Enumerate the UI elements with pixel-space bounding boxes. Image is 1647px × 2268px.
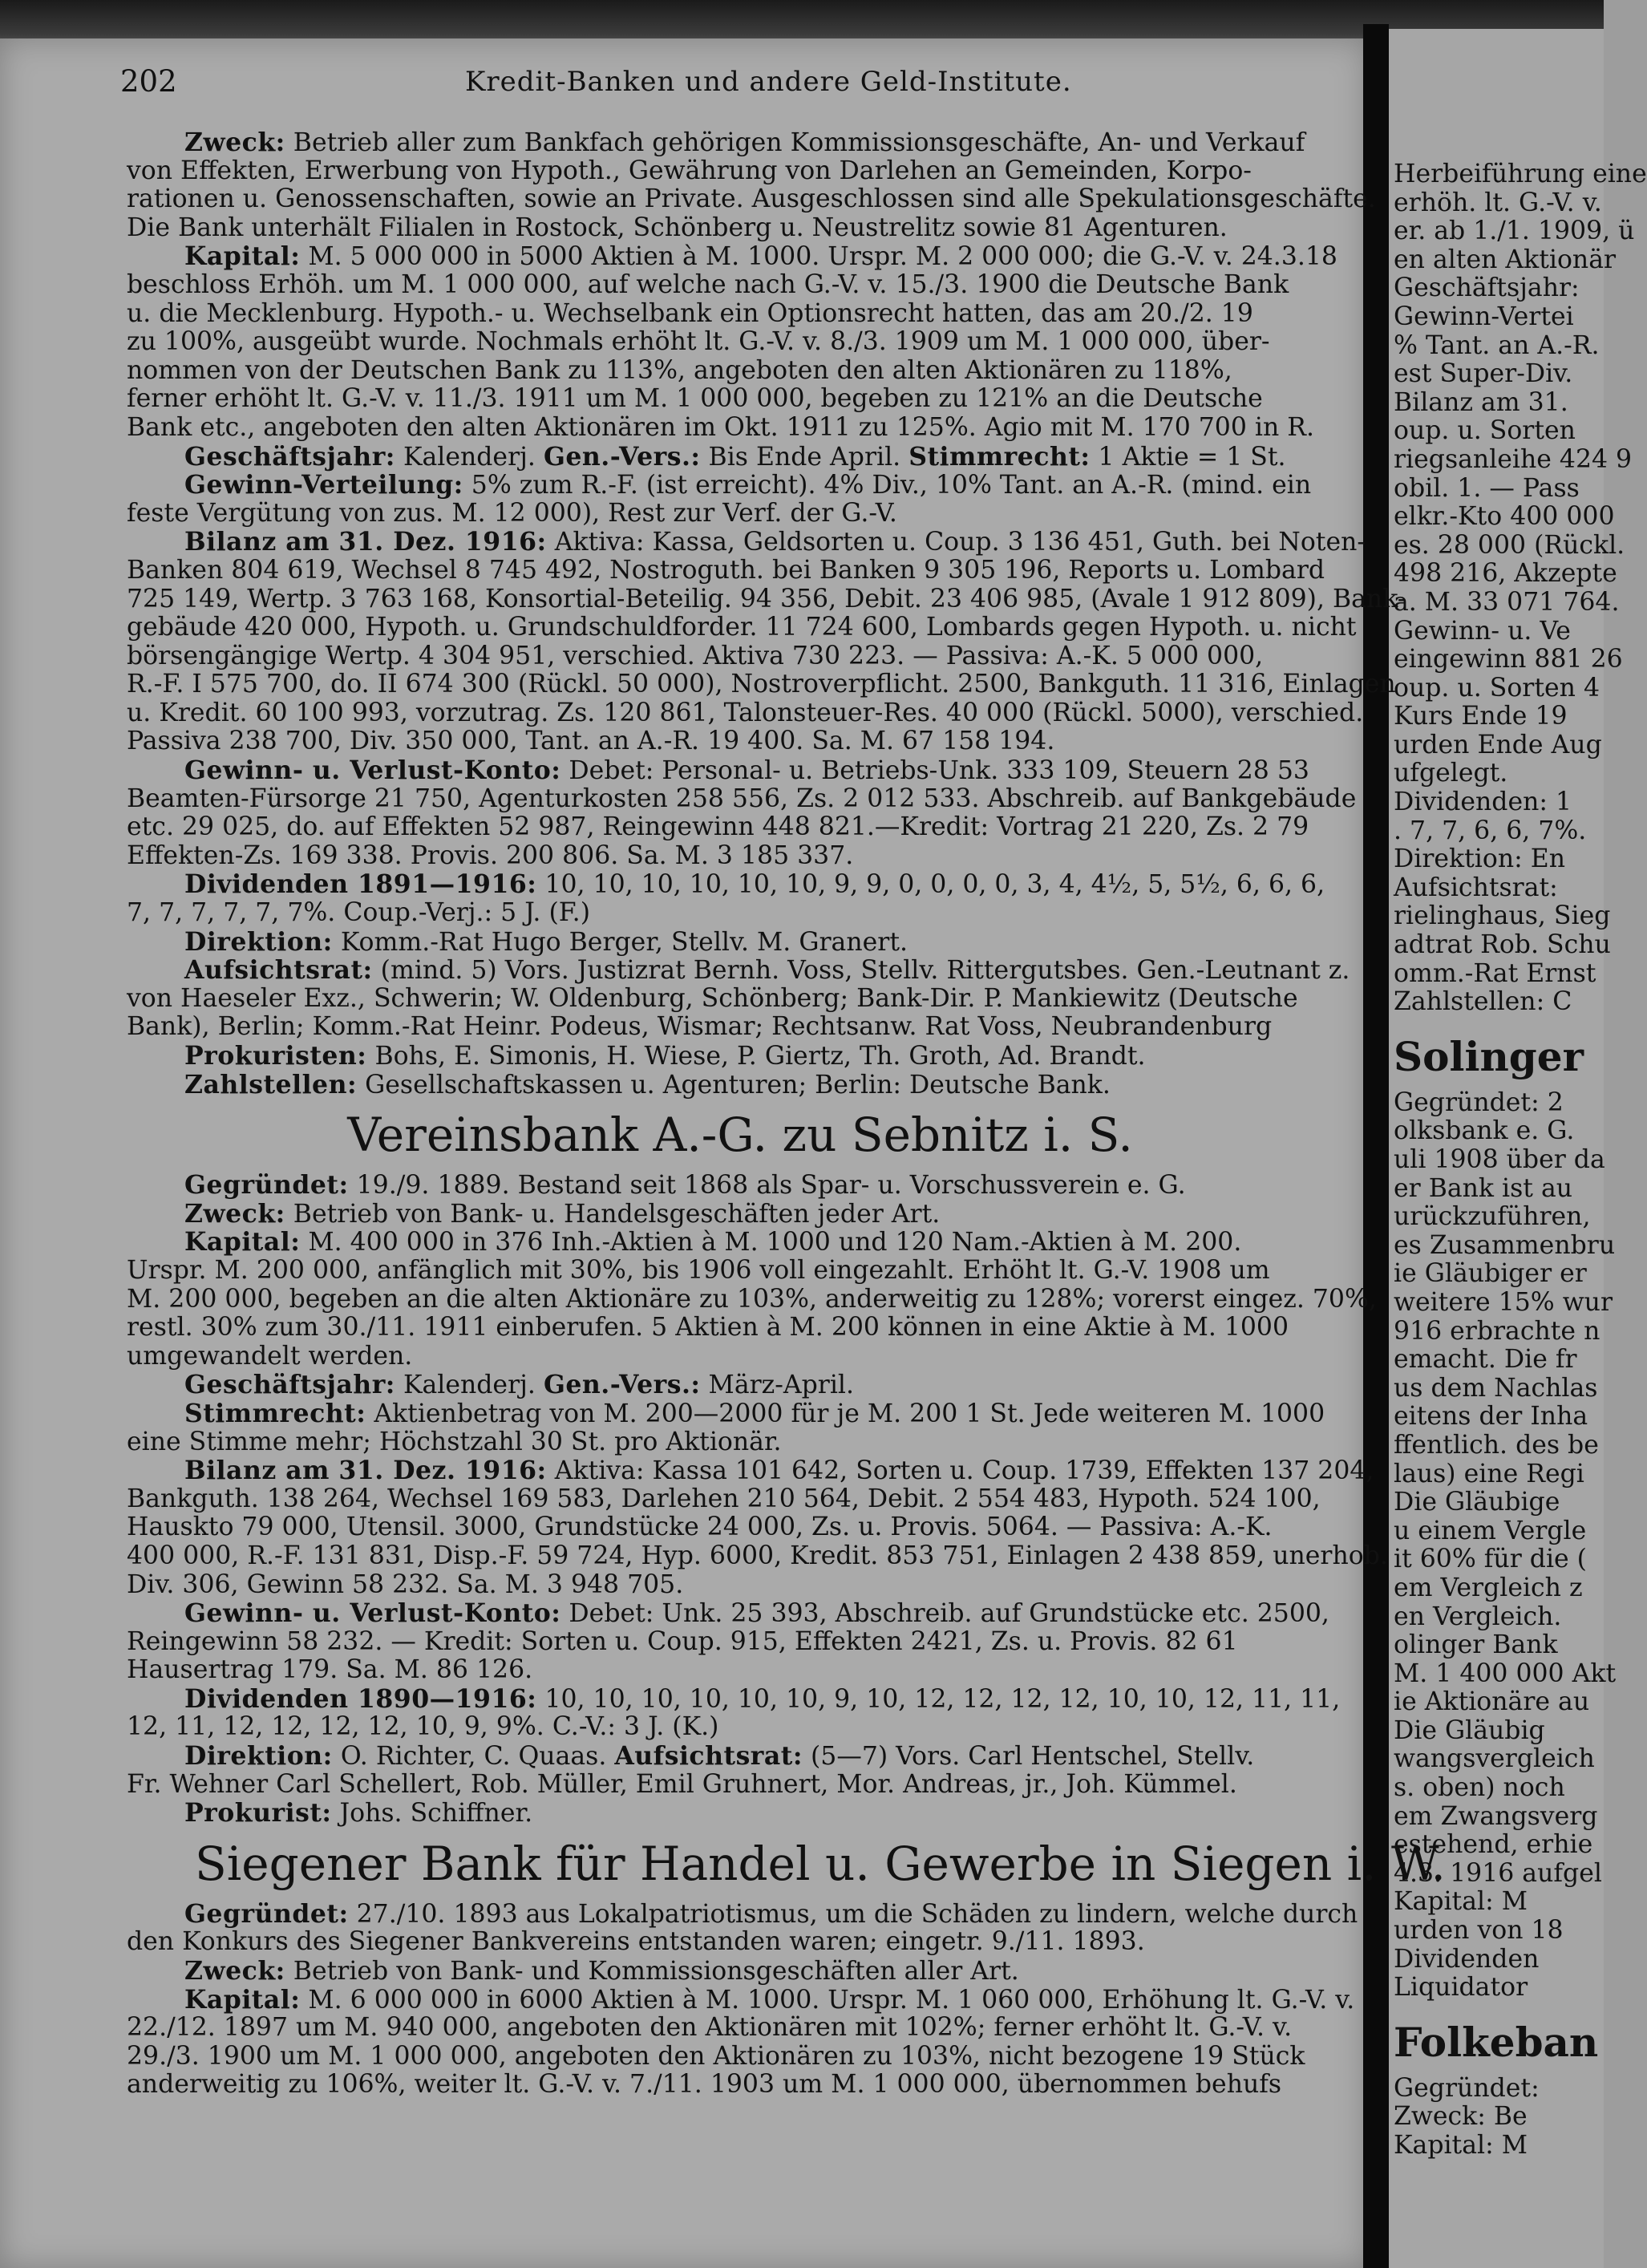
field-label: Kapital: bbox=[184, 1984, 301, 2015]
section-title-solinger: Solinger bbox=[1394, 1032, 1584, 1080]
field-text: Debet: Personal- u. Betriebs-Unk. 333 109, Steuern 28 53 bbox=[560, 756, 1309, 786]
mecklenburg-entry-line bbox=[127, 527, 1366, 557]
siegener-entry-line bbox=[127, 2071, 1354, 2100]
right-fragment-line: ie Gläubiger er bbox=[1394, 1259, 1587, 1289]
field-text: Aktiva: Kassa, Geldsorten u. Coup. 3 136 451, Guth. bei Noten- bbox=[546, 528, 1366, 557]
field-text: M. 200 000, begeben an die alten Aktionäre zu 103%, anderweitig zu 128%; vorerst eingez. 70%, bbox=[127, 1284, 1377, 1314]
field-label: Dividenden 1890—1916: bbox=[184, 1683, 537, 1714]
mecklenburg-entry-line bbox=[127, 443, 1354, 472]
right-fragment-line: Liquidator bbox=[1394, 1973, 1528, 2003]
vereinsbank-entry-line bbox=[127, 1485, 1354, 1514]
field-text: umgewandelt werden. bbox=[127, 1341, 413, 1371]
field-text: 29./3. 1900 um M. 1 000 000, angeboten den Aktionären zu 103%, nicht bezogene 19 Stück bbox=[127, 2041, 1305, 2071]
field-text: Beamten-Fürsorge 21 750, Agenturkosten 258 556, Zs. 2 012 533. Abschreib. auf Bankgebäude bbox=[127, 784, 1357, 813]
mecklenburg-entry-line bbox=[127, 328, 1354, 357]
right-fragment-line: urden Ende Aug bbox=[1394, 730, 1602, 759]
field-text: Hausertrag 179. Sa. M. 86 126. bbox=[127, 1655, 533, 1685]
mecklenburg-entry-line bbox=[127, 613, 1357, 642]
field-text: Urspr. M. 200 000, anfänglich mit 30%, bis 1906 voll eingezahlt. Erhöht lt. G.-V. 1908 um bbox=[127, 1255, 1270, 1285]
right-fragment-line: M. 1 400 000 Akt bbox=[1394, 1658, 1617, 1688]
field-text: Hauskto 79 000, Utensil. 3000, Grundstücke 24 000, Zs. u. Provis. 5064. — Passiva: A.-K. bbox=[127, 1513, 1273, 1542]
mecklenburg-entry-line bbox=[127, 385, 1354, 414]
field-text: Aktiva: Kassa 101 642, Sorten u. Coup. 1739, Effekten 137 204, bbox=[546, 1456, 1374, 1486]
field-label: Gegründet: bbox=[184, 1898, 349, 1929]
field-label: Prokurist: bbox=[184, 1798, 332, 1829]
field-text: Aktienbetrag von M. 200—2000 für je M. 200 1 St. Jede weiteren M. 1000 bbox=[366, 1399, 1325, 1428]
page-number: 202 bbox=[120, 64, 177, 99]
mecklenburg-entry-line bbox=[127, 870, 1354, 899]
mecklenburg-entry-line bbox=[127, 842, 1354, 871]
field-text: 400 000, R.-F. 131 831, Disp.-F. 59 724, Hyp. 6000, Kredit. 853 751, Einlagen 2 438 859, unerhob. bbox=[127, 1541, 1388, 1570]
vereinsbank-entry-line bbox=[127, 1456, 1374, 1486]
right-fragment-line: Herbeiführung eine bbox=[1394, 160, 1647, 188]
right-fragment-line: Bilanz am 31. bbox=[1394, 387, 1568, 417]
right-fragment-line: Dividenden: 1 bbox=[1394, 788, 1572, 817]
field-label: Gegründet: bbox=[184, 1170, 349, 1201]
field-text: Effekten-Zs. 169 338. Provis. 200 806. Sa. M. 3 185 337. bbox=[127, 840, 854, 870]
field-text: u. die Mecklenburg. Hypoth.- u. Wechselbank ein Optionsrecht hatten, das am 20./2. 19 bbox=[127, 298, 1253, 328]
field-text: 10, 10, 10, 10, 10, 10, 9, 9, 0, 0, 0, 0, 3, 4, 4½, 5, 5½, 6, 6, 6, bbox=[536, 870, 1325, 900]
right-fragment-line: adtrat Rob. Schu bbox=[1394, 930, 1611, 960]
mecklenburg-entry-line bbox=[127, 471, 1354, 500]
right-fragment-line: Die Gläubige bbox=[1394, 1488, 1560, 1517]
field-text: Komm.-Rat Hugo Berger, Stellv. M. Granert. bbox=[332, 927, 908, 957]
mecklenburg-entry-line bbox=[127, 756, 1354, 785]
right-fragment-line: eitens der Inha bbox=[1394, 1402, 1588, 1432]
field-text: Betrieb aller zum Bankfach gehörigen Kommissionsgeschäfte, An- und Verkauf bbox=[285, 128, 1305, 157]
field-label: Zweck: bbox=[184, 1956, 285, 1987]
field-text: März-April. bbox=[700, 1371, 855, 1400]
mecklenburg-entry-line bbox=[127, 271, 1354, 300]
field-text: 10, 10, 10, 10, 10, 10, 9, 10, 12, 12, 12, 12, 10, 10, 12, 11, 11, bbox=[536, 1684, 1341, 1714]
field-text: 725 149, Wertp. 3 763 168, Konsortial-Beteilig. 94 356, Debit. 23 406 985, (Avale 1 912 809), Bank- bbox=[127, 584, 1406, 614]
field-text: R.-F. I 575 700, do. II 674 300 (Rückl. 50 000), Nostroverpflicht. 2500, Bankguth. 11 316, Einlagen bbox=[127, 670, 1396, 699]
field-text: Betrieb von Bank- und Kommissionsgeschäften aller Art. bbox=[285, 1957, 1019, 1987]
vereinsbank-entry-line bbox=[127, 1541, 1388, 1571]
right-fragment-line: oup. u. Sorten 4 bbox=[1394, 673, 1600, 703]
right-fragment-line: u einem Vergle bbox=[1394, 1516, 1587, 1545]
right-fragment-line: laus) eine Regi bbox=[1394, 1459, 1584, 1488]
field-text: M. 400 000 in 376 Inh.-Aktien à M. 1000 und 120 Nam.-Aktien à M. 200. bbox=[300, 1228, 1242, 1258]
right-fragment-line: Die Gläubig bbox=[1394, 1715, 1545, 1745]
right-fragment-line: obil. 1. — Pass bbox=[1394, 473, 1580, 503]
field-label: Prokuristen: bbox=[184, 1041, 367, 1071]
mecklenburg-entry-line bbox=[127, 1042, 1354, 1071]
right-fragment-line: ie Aktionäre au bbox=[1394, 1687, 1590, 1717]
field-label: Geschäftsjahr: bbox=[184, 1370, 395, 1400]
vereinsbank-entry-line bbox=[127, 1799, 1354, 1828]
right-fragment-line: urden von 18 bbox=[1394, 1916, 1564, 1946]
right-fragment-line: . 7, 7, 6, 6, 7%. bbox=[1394, 816, 1587, 845]
vereinsbank-entry-line bbox=[127, 1257, 1354, 1286]
mecklenburg-entry-line bbox=[127, 670, 1396, 699]
right-fragment-line: Aufsichtsrat: bbox=[1394, 873, 1558, 902]
mecklenburg-entry-line bbox=[127, 414, 1354, 443]
vereinsbank-entry-line bbox=[127, 1628, 1354, 1657]
field-text: Passiva 238 700, Div. 350 000, Tant. an A.-R. 19 400. Sa. M. 67 158 194. bbox=[127, 727, 1055, 756]
page-header bbox=[120, 64, 1323, 112]
mecklenburg-entry-line bbox=[127, 300, 1354, 329]
field-label: Gewinn- u. Verlust-Konto: bbox=[184, 755, 561, 786]
field-text: etc. 29 025, do. auf Effekten 52 987, Reingewinn 448 821.—Kredit: Vortrag 21 220, Zs. 2 79 bbox=[127, 812, 1309, 842]
right-fragment-line: Zweck: Be bbox=[1394, 2102, 1528, 2132]
right-fragment-line: em Vergleich z bbox=[1394, 1573, 1583, 1602]
right-fragment-line: % Tant. an A.-R. bbox=[1394, 330, 1600, 360]
section-title-folkebank: Folkeban bbox=[1394, 2018, 1599, 2066]
vereinsbank-entry-line bbox=[127, 1284, 1377, 1314]
section-title-vereinsbank-sebnitz: Vereinsbank A.-G. zu Sebnitz i. S. bbox=[347, 1108, 1133, 1163]
section-title-siegener-bank: Siegener Bank für Handel u. Gewerbe in Siegen i. W. bbox=[195, 1836, 1446, 1891]
mecklenburg-entry-line bbox=[127, 928, 1354, 957]
right-fragment-line: omm.-Rat Ernst bbox=[1394, 958, 1596, 988]
right-fragment-line: riegsanleihe 424 9 bbox=[1394, 444, 1633, 474]
mecklenburg-entry-line bbox=[127, 899, 1354, 928]
field-text: 7, 7, 7, 7, 7, 7%. Coup.-Verj.: 5 J. (F.) bbox=[127, 898, 590, 928]
right-fragment-line: en Vergleich. bbox=[1394, 1602, 1562, 1631]
mecklenburg-entry-line bbox=[127, 357, 1354, 386]
right-fragment-line: en alten Aktionär bbox=[1394, 245, 1617, 274]
field-text: Fr. Wehner Carl Schellert, Rob. Müller, Emil Gruhnert, Mor. Andreas, jr., Joh. Kümmel. bbox=[127, 1769, 1237, 1799]
right-fragment-line: Dividenden bbox=[1394, 1944, 1540, 1974]
field-label: Kapital: bbox=[184, 1227, 301, 1258]
right-fragment-line: Kurs Ende 19 bbox=[1394, 702, 1568, 731]
field-text: 12, 11, 12, 12, 12, 12, 10, 9, 9%. C.-V.: 3 J. (K.) bbox=[127, 1712, 719, 1742]
field-text: den Konkurs des Siegener Bankvereins entstanden waren; eingetr. 9./11. 1893. bbox=[127, 1927, 1145, 1957]
vereinsbank-entry-line bbox=[127, 1314, 1354, 1343]
right-fragment-line: olinger Bank bbox=[1394, 1630, 1558, 1660]
field-text: (mind. 5) Vors. Justizrat Bernh. Voss, Stellv. Rittergutsbes. Gen.-Leutnant z. bbox=[372, 956, 1350, 986]
field-label: Gen.-Vers.: bbox=[543, 441, 701, 472]
vereinsbank-entry-line bbox=[127, 1228, 1354, 1257]
right-fragment-line: er. ab 1./1. 1909, ü bbox=[1394, 217, 1635, 246]
right-fragment-line: Gewinn-Vertei bbox=[1394, 302, 1574, 331]
siegener-entry-line bbox=[127, 1957, 1354, 1986]
mecklenburg-entry-line bbox=[127, 956, 1354, 985]
field-text: 19./9. 1889. Bestand seit 1868 als Spar- u. Vorschussverein e. G. bbox=[348, 1171, 1186, 1201]
right-fragment-line: rielinghaus, Sieg bbox=[1394, 901, 1611, 931]
field-label: Dividenden 1891—1916: bbox=[184, 869, 537, 900]
vereinsbank-entry-line bbox=[127, 1656, 1354, 1685]
field-text: anderweitig zu 106%, weiter lt. G.-V. v. 7./11. 1903 um M. 1 000 000, übernommen behufs bbox=[127, 2070, 1282, 2100]
right-fragment-line: urückzuführen, bbox=[1394, 1202, 1591, 1232]
vereinsbank-entry-line bbox=[127, 1371, 1354, 1399]
mecklenburg-entry-line bbox=[127, 698, 1364, 728]
mecklenburg-entry-line bbox=[127, 500, 1354, 529]
field-label: Gen.-Vers.: bbox=[543, 1370, 701, 1400]
right-fragment-line: 916 erbrachte n bbox=[1394, 1316, 1600, 1346]
field-text: 1 Aktie = 1 St. bbox=[1090, 442, 1286, 472]
vereinsbank-entry-line bbox=[127, 1771, 1354, 1800]
field-text: Bis Ende April. bbox=[700, 442, 909, 472]
right-fragment-line: estehend, erhie bbox=[1394, 1830, 1593, 1860]
field-label: Bilanz am 31. Dez. 1916: bbox=[184, 527, 547, 557]
right-fragment-line: eingewinn 881 26 bbox=[1394, 645, 1623, 674]
left-text-column bbox=[127, 128, 1446, 2100]
field-text: Banken 804 619, Wechsel 8 745 492, Nostroguth. bei Banken 9 305 196, Reports u. Lombard bbox=[127, 555, 1325, 585]
right-fragment-line: Kapital: M bbox=[1394, 2131, 1528, 2160]
field-text: restl. 30% zum 30./11. 1911 einberufen. 5 Aktien à M. 200 können in eine Aktie à M. 1000 bbox=[127, 1313, 1289, 1343]
field-label: Direktion: bbox=[184, 926, 333, 957]
field-label: Zweck: bbox=[184, 128, 285, 157]
right-fragment-line: ufgelegt. bbox=[1394, 759, 1508, 788]
mecklenburg-entry-line bbox=[127, 727, 1354, 756]
right-fragment-line: olksbank e. G. bbox=[1394, 1116, 1575, 1146]
field-text: zu 100%, ausgeübt wurde. Nochmals erhöht lt. G.-V. v. 8./3. 1909 um M. 1 000 000, über- bbox=[127, 327, 1270, 357]
field-text: 27./10. 1893 aus Lokalpatriotismus, um die Schäden zu lindern, welche durch bbox=[348, 1899, 1358, 1929]
field-text: ferner erhöht lt. G.-V. v. 11./3. 1911 um M. 1 000 000, begeben zu 121% an die Deutsche bbox=[127, 384, 1263, 414]
field-label: Gewinn-Verteilung: bbox=[184, 470, 463, 500]
field-text: Johs. Schiffner. bbox=[331, 1799, 533, 1829]
field-text: Reingewinn 58 232. — Kredit: Sorten u. Coup. 915, Effekten 2421, Zs. u. Provis. 82 61 bbox=[127, 1626, 1238, 1656]
right-fragment-line: it 60% für die ( bbox=[1394, 1545, 1587, 1574]
field-label: Kapital: bbox=[184, 241, 301, 272]
right-fragment-line: Kapital: M bbox=[1394, 1887, 1528, 1917]
right-fragment-line: est Super-Div. bbox=[1394, 359, 1573, 389]
right-fragment-line: ffentlich. des be bbox=[1394, 1430, 1599, 1460]
right-fragment-line: 498 216, Akzepte bbox=[1394, 559, 1617, 589]
right-fragment-line: em Zwangsverg bbox=[1394, 1801, 1598, 1831]
field-text: (5—7) Vors. Carl Hentschel, Stellv. bbox=[803, 1742, 1255, 1772]
right-fragment-line: Direktion: En bbox=[1394, 844, 1566, 874]
field-text: 5% zum R.-F. (ist erreicht). 4% Div., 10% Tant. an A.-R. (mind. ein bbox=[463, 471, 1312, 500]
field-text: gebäude 420 000, Hypoth. u. Grundschuldforder. 11 724 600, Lombards gegen Hypoth. u. nicht bbox=[127, 613, 1357, 642]
field-text: rationen u. Genossenschaften, sowie an Private. Ausgeschlossen sind alle Spekulationsgeschäfte. bbox=[127, 184, 1376, 214]
field-text: feste Vergütung von zus. M. 12 000), Rest zur Verf. der G.-V. bbox=[127, 498, 897, 528]
right-fragment-line: weitere 15% wur bbox=[1394, 1287, 1613, 1317]
right-fragment-line: a. M. 33 071 764. bbox=[1394, 587, 1620, 617]
field-text: M. 6 000 000 in 6000 Aktien à M. 1000. Urspr. M. 1 060 000, Erhöhung lt. G.-V. v. bbox=[300, 1985, 1355, 2015]
right-fragment-line: er Bank ist au bbox=[1394, 1173, 1573, 1203]
vereinsbank-entry-line bbox=[127, 1742, 1354, 1771]
right-fragment-line: es. 28 000 (Rückl. bbox=[1394, 530, 1625, 560]
mecklenburg-entry-line bbox=[127, 242, 1354, 271]
right-text-column bbox=[1394, 160, 1647, 2161]
field-text: M. 5 000 000 in 5000 Aktien à M. 1000. Urspr. M. 2 000 000; die G.-V. v. 24.3.18 bbox=[300, 242, 1337, 272]
mecklenburg-entry-line bbox=[127, 642, 1354, 671]
field-label: Zweck: bbox=[184, 1198, 285, 1229]
page-gutter bbox=[1363, 24, 1389, 2268]
right-fragment-line: us dem Nachlas bbox=[1394, 1373, 1598, 1403]
right-fragment-line: Zahlstellen: C bbox=[1394, 987, 1572, 1017]
vereinsbank-entry-line bbox=[127, 1200, 1354, 1229]
field-text: Bankguth. 138 264, Wechsel 169 583, Darlehen 210 564, Debit. 2 554 483, Hypoth. 524 100, bbox=[127, 1484, 1321, 1513]
field-text: Bohs, E. Simonis, H. Wiese, P. Giertz, Th. Groth, Ad. Brandt. bbox=[366, 1042, 1146, 1071]
vereinsbank-entry-line bbox=[127, 1685, 1354, 1714]
siegener-entry-line bbox=[127, 1986, 1354, 2015]
mecklenburg-entry-line bbox=[127, 985, 1354, 1014]
right-fragment-line: elkr.-Kto 400 000 bbox=[1394, 502, 1615, 532]
mecklenburg-entry-line bbox=[127, 157, 1354, 186]
vereinsbank-entry-line bbox=[127, 1571, 1354, 1600]
field-text: Betrieb von Bank- u. Handelsgeschäften jeder Art. bbox=[285, 1199, 941, 1229]
mecklenburg-entry-line bbox=[127, 557, 1354, 585]
vereinsbank-entry-line bbox=[127, 1428, 1354, 1457]
field-label: Bilanz am 31. Dez. 1916: bbox=[184, 1456, 547, 1486]
right-fragment-line: 4.3. 1916 aufgel bbox=[1394, 1858, 1602, 1888]
vereinsbank-entry-line bbox=[127, 1171, 1354, 1200]
right-fragment-line: es Zusammenbru bbox=[1394, 1230, 1616, 1260]
field-text: O. Richter, C. Quaas. bbox=[332, 1742, 615, 1772]
field-label: Stimmrecht: bbox=[184, 1398, 366, 1428]
field-text: u. Kredit. 60 100 993, vorzutrag. Zs. 120 861, Talonsteuer-Res. 40 000 (Rückl. 5000), verschied. bbox=[127, 698, 1364, 727]
right-fragment-line: Gegründet: 2 bbox=[1394, 1087, 1564, 1117]
field-text: Bank etc., angeboten den alten Aktionären im Okt. 1911 zu 125%. Agio mit M. 170 700 in R. bbox=[127, 412, 1315, 442]
siegener-entry-line bbox=[127, 1898, 1358, 1929]
vereinsbank-entry-line bbox=[127, 1513, 1354, 1542]
field-label: Geschäftsjahr: bbox=[184, 441, 395, 472]
mecklenburg-entry-line bbox=[127, 128, 1354, 157]
mecklenburg-entry-line bbox=[127, 184, 1376, 214]
field-label: Zahlstellen: bbox=[184, 1069, 358, 1100]
siegener-entry-line bbox=[127, 2043, 1354, 2072]
field-text: nommen von der Deutschen Bank zu 113%, angeboten den alten Aktionären zu 118%, bbox=[127, 355, 1232, 385]
right-fragment-line: erhöh. lt. G.-V. v. bbox=[1394, 188, 1602, 217]
vereinsbank-entry-line bbox=[127, 1599, 1354, 1628]
right-fragment-line: emacht. Die fr bbox=[1394, 1345, 1577, 1375]
vereinsbank-entry-line bbox=[127, 1343, 1354, 1371]
field-text: Div. 306, Gewinn 58 232. Sa. M. 3 948 705. bbox=[127, 1569, 684, 1599]
running-head: Kredit-Banken und andere Geld-Institute. bbox=[465, 66, 1072, 98]
mecklenburg-entry-line bbox=[127, 784, 1357, 814]
siegener-entry-line bbox=[127, 1928, 1354, 1957]
field-text: börsengängige Wertp. 4 304 951, verschied. Aktiva 730 223. — Passiva: A.-K. 5 000 000, bbox=[127, 641, 1264, 670]
field-label: Direktion: bbox=[184, 1741, 333, 1772]
field-text: Debet: Unk. 25 393, Abschreib. auf Grundstücke etc. 2500, bbox=[560, 1599, 1329, 1629]
siegener-entry-line bbox=[127, 2014, 1354, 2043]
field-text: Gesellschaftskassen u. Agenturen; Berlin: Deutsche Bank. bbox=[357, 1070, 1111, 1100]
field-text: von Haeseler Exz., Schwerin; W. Oldenburg, Schönberg; Bank-Dir. P. Mankiewitz (Deutsche bbox=[127, 983, 1298, 1013]
mecklenburg-entry-line bbox=[127, 813, 1354, 842]
field-label: Gewinn- u. Verlust-Konto: bbox=[184, 1598, 561, 1629]
field-text: beschloss Erhöh. um M. 1 000 000, auf welche nach G.-V. v. 15./3. 1900 die Deutsche Bank bbox=[127, 269, 1289, 299]
right-fragment-line: wangsvergleich bbox=[1394, 1744, 1595, 1774]
field-text: Kalenderj. bbox=[395, 1371, 544, 1400]
vereinsbank-entry-line bbox=[127, 1713, 1354, 1742]
mecklenburg-entry-line bbox=[127, 584, 1406, 614]
right-fragment-line: Gegründet: bbox=[1394, 2073, 1540, 2103]
field-label: Aufsichtsrat: bbox=[184, 955, 373, 986]
right-fragment-line: s. oben) noch bbox=[1394, 1773, 1565, 1803]
field-text: Die Bank unterhält Filialen in Rostock, Schönberg u. Neustrelitz sowie 81 Agenturen. bbox=[127, 213, 1228, 242]
field-text: Kalenderj. bbox=[395, 442, 544, 472]
mecklenburg-entry-line bbox=[127, 214, 1354, 243]
field-text: 22./12. 1897 um M. 940 000, angeboten den Aktionären mit 102%; ferner erhöht lt. G.-V. v. bbox=[127, 2013, 1293, 2043]
vereinsbank-entry-line bbox=[127, 1399, 1354, 1428]
field-text: eine Stimme mehr; Höchstzahl 30 St. pro Aktionär. bbox=[127, 1427, 782, 1456]
field-text: von Effekten, Erwerbung von Hypoth., Gewährung von Darlehen an Gemeinden, Korpo- bbox=[127, 156, 1252, 185]
mecklenburg-entry-line bbox=[127, 1071, 1354, 1100]
right-fragment-line: oup. u. Sorten bbox=[1394, 416, 1576, 446]
right-fragment-line: Geschäftsjahr: bbox=[1394, 273, 1580, 303]
right-fragment-line: Gewinn- u. Ve bbox=[1394, 616, 1571, 646]
field-label: Aufsichtsrat: bbox=[614, 1741, 803, 1772]
right-fragment-line: uli 1908 über da bbox=[1394, 1145, 1605, 1174]
field-label: Stimmrecht: bbox=[908, 441, 1091, 472]
mecklenburg-entry-line bbox=[127, 1013, 1354, 1042]
field-text: Bank), Berlin; Komm.-Rat Heinr. Podeus, Wismar; Rechtsanw. Rat Voss, Neubrandenburg bbox=[127, 1012, 1273, 1042]
